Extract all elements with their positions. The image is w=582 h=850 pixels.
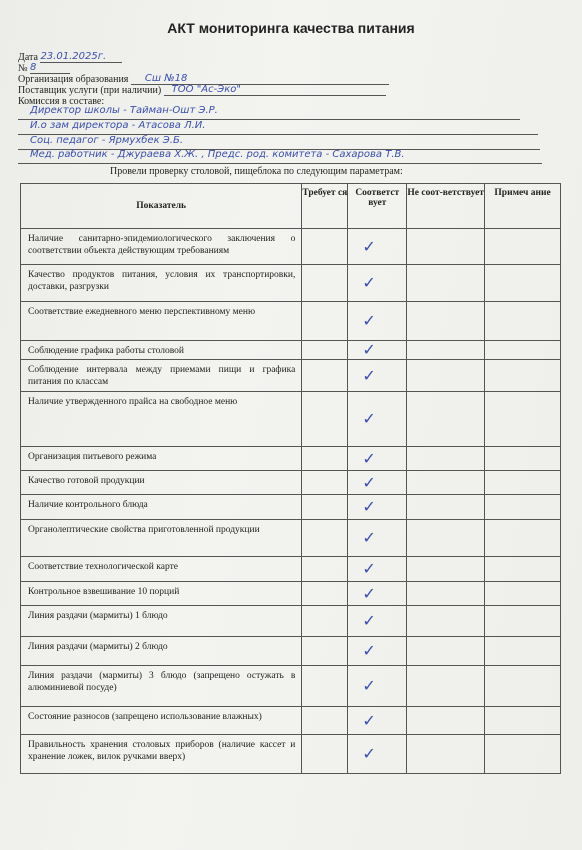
indicator-cell: Качество готовой продукции — [21, 471, 302, 495]
required-cell — [302, 707, 348, 735]
compliant-cell — [348, 392, 407, 447]
monitoring-table — [20, 183, 561, 774]
commission-line-1: Директор школы - Тайман-Ошт Э.Р. — [18, 107, 520, 120]
required-cell — [302, 495, 348, 520]
required-cell — [302, 471, 348, 495]
non-compliant-cell — [407, 666, 485, 707]
note-cell — [485, 302, 561, 341]
note-cell — [485, 520, 561, 557]
required-cell — [302, 557, 348, 582]
table-row — [21, 471, 561, 495]
required-cell — [302, 341, 348, 360]
required-cell — [302, 265, 348, 302]
compliant-cell — [348, 302, 407, 341]
compliant-cell — [348, 341, 407, 360]
indicator-cell: Органолептические свойства приготовленной продукции — [21, 520, 302, 557]
number-label: № — [18, 63, 28, 74]
document-title: АКТ мониторинга качества питания — [167, 20, 415, 36]
note-cell — [485, 707, 561, 735]
header-required: Требует ся — [302, 184, 348, 229]
commission-line-2: И.о зам директора - Атасова Л.И. — [18, 122, 538, 135]
compliant-cell — [348, 229, 407, 265]
table-row — [21, 360, 561, 392]
required-cell — [302, 606, 348, 637]
note-cell — [485, 341, 561, 360]
indicator-cell: Линия раздачи (мармиты) 3 блюдо (запрещено остужать в алюминиевой посуде) — [21, 666, 302, 707]
required-cell — [302, 447, 348, 471]
compliant-cell — [348, 582, 407, 606]
date-value: 23.01.2025г. — [40, 51, 107, 62]
check-mark-icon: ✓ — [362, 365, 376, 385]
table-row — [21, 557, 561, 582]
required-cell — [302, 229, 348, 265]
compliant-cell — [348, 360, 407, 392]
compliant-cell — [348, 520, 407, 557]
table-row — [21, 229, 561, 265]
table-row — [21, 302, 561, 341]
provider-row — [18, 84, 538, 96]
compliant-cell — [348, 447, 407, 471]
provider-value: ТОО "Ас-Эко" — [171, 84, 241, 95]
check-mark-icon: ✓ — [362, 583, 376, 603]
table-row — [21, 637, 561, 666]
non-compliant-cell — [407, 265, 485, 302]
commission-line-3: Соц. педагог - Ярмухбек Э.Б. — [18, 137, 540, 150]
header-note: Примеч ание — [485, 184, 561, 229]
intro-text: Провели проверку столовой, пищеблока по следующим параметрам: — [110, 166, 403, 177]
table-row — [21, 520, 561, 557]
note-cell — [485, 471, 561, 495]
non-compliant-cell — [407, 229, 485, 265]
compliant-cell — [348, 735, 407, 774]
indicator-cell: Соблюдение графика работы столовой — [21, 341, 302, 360]
provider-label: Поставщик услуги (при наличии) — [18, 85, 162, 96]
check-mark-icon: ✓ — [362, 311, 376, 330]
check-mark-icon: ✓ — [362, 472, 376, 492]
indicator-cell: Соблюдение интервала между приемами пищи и графика питания по классам — [21, 360, 302, 392]
note-cell — [485, 265, 561, 302]
note-cell — [485, 360, 561, 392]
non-compliant-cell — [407, 606, 485, 637]
note-cell — [485, 606, 561, 637]
required-cell — [302, 735, 348, 774]
note-cell — [485, 637, 561, 666]
table-row — [21, 265, 561, 302]
non-compliant-cell — [407, 447, 485, 471]
commission-label: Комиссия в составе: — [18, 96, 105, 107]
check-mark-icon: ✓ — [362, 236, 376, 256]
check-mark-icon: ✓ — [362, 273, 376, 292]
compliant-cell — [348, 707, 407, 735]
non-compliant-cell — [407, 735, 485, 774]
compliant-cell — [348, 557, 407, 582]
indicator-cell: Правильность хранения столовых приборов (наличие кассет и хранение ложек, вилок ручками вверх) — [21, 735, 302, 774]
check-mark-icon: ✓ — [362, 448, 376, 468]
note-cell — [485, 447, 561, 471]
non-compliant-cell — [407, 495, 485, 520]
required-cell — [302, 520, 348, 557]
table-row — [21, 606, 561, 637]
indicator-cell: Наличие контрольного блюда — [21, 495, 302, 520]
compliant-cell — [348, 471, 407, 495]
note-cell — [485, 229, 561, 265]
table-row — [21, 707, 561, 735]
indicator-cell: Линия раздачи (мармиты) 2 блюдо — [21, 637, 302, 666]
check-mark-icon: ✓ — [362, 497, 376, 516]
non-compliant-cell — [407, 302, 485, 341]
table-body — [21, 229, 561, 774]
table-row — [21, 582, 561, 606]
table-row — [21, 341, 561, 360]
non-compliant-cell — [407, 707, 485, 735]
non-compliant-cell — [407, 557, 485, 582]
organization-label: Организация образования — [18, 74, 129, 85]
non-compliant-cell — [407, 520, 485, 557]
commission-line-4: Мед. работник - Джураева Х.Ж. , Предс. род. комитета - Сахарова Т.В. — [18, 151, 542, 164]
note-cell — [485, 557, 561, 582]
indicator-cell: Контрольное взвешивание 10 порций — [21, 582, 302, 606]
check-mark-icon: ✓ — [362, 559, 376, 578]
compliant-cell — [348, 666, 407, 707]
non-compliant-cell — [407, 341, 485, 360]
compliant-cell — [348, 606, 407, 637]
table-row — [21, 447, 561, 471]
check-mark-icon: ✓ — [362, 744, 376, 763]
note-cell — [485, 666, 561, 707]
non-compliant-cell — [407, 471, 485, 495]
table-row — [21, 735, 561, 774]
required-cell — [302, 360, 348, 392]
required-cell — [302, 666, 348, 707]
required-cell — [302, 637, 348, 666]
check-mark-icon: ✓ — [362, 676, 376, 695]
required-cell — [302, 582, 348, 606]
indicator-cell: Наличие санитарно-эпидемиологического заключения о соответствии объекта действующим требованиям — [21, 229, 302, 265]
non-compliant-cell — [407, 392, 485, 447]
indicator-cell: Состояние разносов (запрещено использование влажных) — [21, 707, 302, 735]
indicator-cell: Соответствие ежедневного меню перспективному меню — [21, 302, 302, 341]
check-mark-icon: ✓ — [362, 340, 376, 359]
check-mark-icon: ✓ — [362, 611, 376, 630]
indicator-cell: Соответствие технологической карте — [21, 557, 302, 582]
check-mark-icon: ✓ — [362, 641, 376, 660]
number-value: 8 — [30, 62, 37, 73]
compliant-cell — [348, 265, 407, 302]
table-row — [21, 392, 561, 447]
table-row — [21, 666, 561, 707]
date-label: Дата — [18, 52, 38, 63]
organization-value: Сш №18 — [144, 73, 188, 84]
required-cell — [302, 302, 348, 341]
compliant-cell — [348, 495, 407, 520]
indicator-cell: Наличие утвержденного прайса на свободное меню — [21, 392, 302, 447]
header-indicator: Показатель — [21, 184, 302, 229]
indicator-cell: Организация питьевого режима — [21, 447, 302, 471]
required-cell — [302, 392, 348, 447]
non-compliant-cell — [407, 637, 485, 666]
note-cell — [485, 582, 561, 606]
note-cell — [485, 392, 561, 447]
indicator-cell: Качество продуктов питания, условия их транспортировки, доставки, разгрузки — [21, 265, 302, 302]
note-cell — [485, 495, 561, 520]
indicator-cell: Линия раздачи (мармиты) 1 блюдо — [21, 606, 302, 637]
compliant-cell — [348, 637, 407, 666]
non-compliant-cell — [407, 582, 485, 606]
non-compliant-cell — [407, 360, 485, 392]
check-mark-icon: ✓ — [362, 528, 376, 547]
check-mark-icon: ✓ — [362, 710, 376, 730]
header-non-compliant: Не соот-ветствует — [407, 184, 485, 229]
header-compliant: Соответст вует — [348, 184, 407, 229]
table-row — [21, 495, 561, 520]
note-cell — [485, 735, 561, 774]
check-mark-icon: ✓ — [362, 409, 376, 428]
table-header-row — [21, 184, 561, 229]
